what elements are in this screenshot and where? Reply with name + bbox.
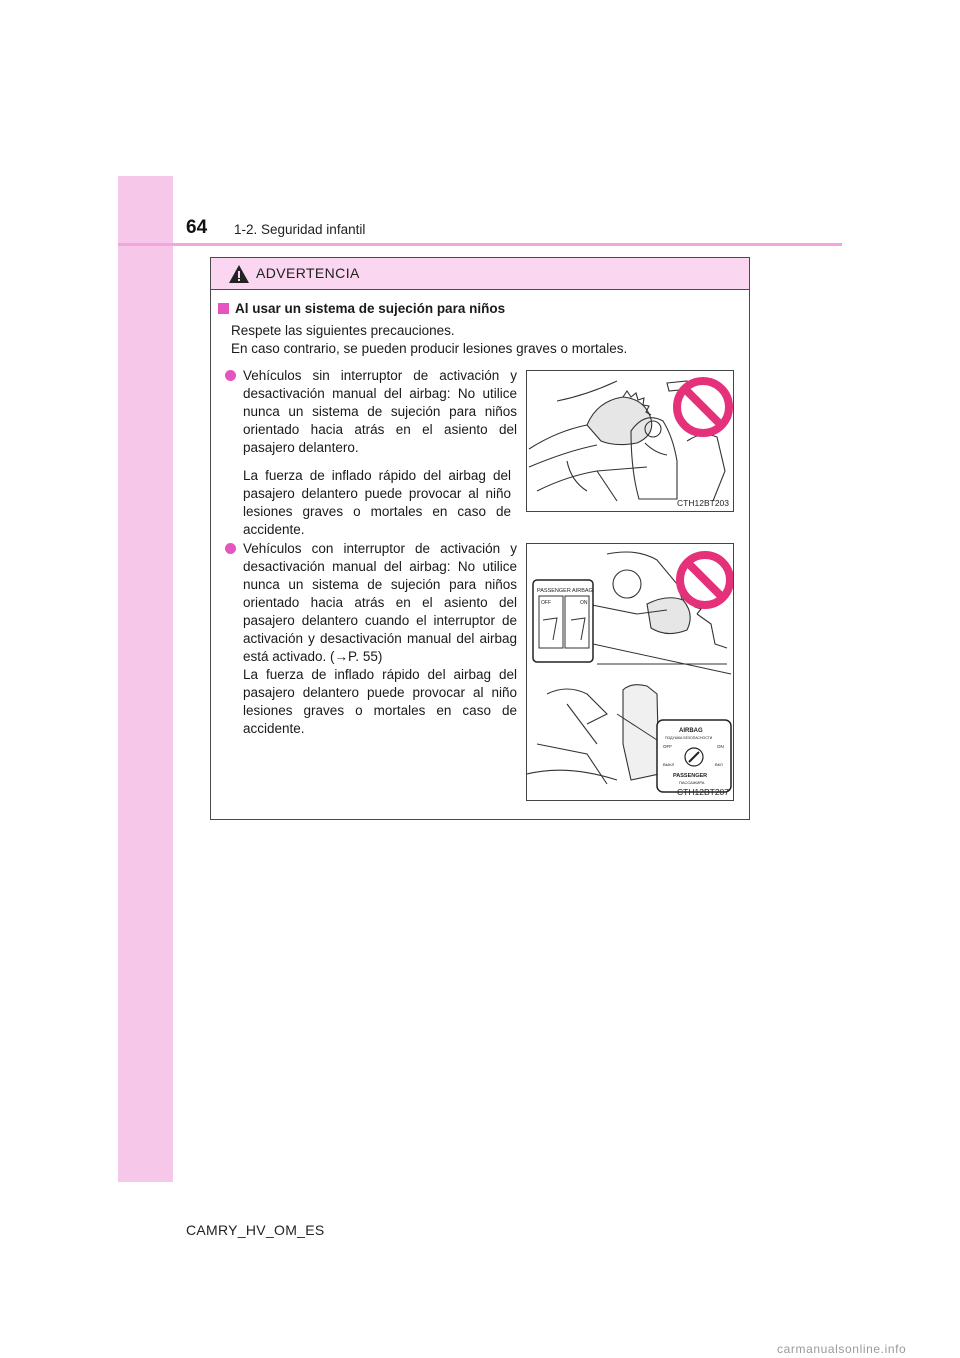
svg-text:PASSENGER AIRBAG: PASSENGER AIRBAG xyxy=(537,588,593,594)
prohibition-icon xyxy=(680,555,730,605)
watermark: carmanualsonline.info xyxy=(777,1342,907,1356)
document-code: CAMRY_HV_OM_ES xyxy=(186,1222,325,1238)
warning-triangle-icon xyxy=(228,264,250,284)
list-item xyxy=(225,540,517,738)
svg-text:ПОДУШКА БЕЗОПАСНОСТИ: ПОДУШКА БЕЗОПАСНОСТИ xyxy=(665,736,713,740)
figure-code: CTH12BT207 xyxy=(677,787,729,797)
page-number: 64 xyxy=(186,217,208,238)
svg-text:ВЫКЛ: ВЫКЛ xyxy=(663,762,675,767)
svg-text:PASSENGER: PASSENGER xyxy=(673,773,708,779)
warning-header xyxy=(211,258,749,290)
list-item-text: Vehículos con interruptor de activación y desactivación manual del airbag: No utilice nunca un sistema de sujeción para niños orientado hacia atrás en el asiento del pasajero delantero cuando el interruptor de activación y desactivación manual del airbag está activado. (→P. 55) xyxy=(243,541,517,664)
section-title: 1-2. Seguridad infantil xyxy=(234,222,366,237)
figure-airbag-switch xyxy=(526,543,734,801)
list-item-text: Vehículos sin interruptor de activación y desactivación manual del airbag: No utilice nunca un sistema de sujeción para niños orientado hacia atrás en el asiento del pasajero delantero. xyxy=(243,368,517,455)
side-tab-strip xyxy=(118,176,173,1182)
svg-text:OFF: OFF xyxy=(663,744,672,749)
warning-title: ADVERTENCIA xyxy=(256,265,360,281)
list-item xyxy=(225,367,517,539)
svg-text:ON: ON xyxy=(717,744,724,749)
airbag-switch-illustration xyxy=(527,544,733,800)
intro-line: Respete las siguientes precauciones. xyxy=(231,323,455,338)
intro-line: En caso contrario, se pueden producir lesiones graves o mortales. xyxy=(231,341,628,356)
square-bullet-icon xyxy=(218,303,229,314)
figure-code: CTH12BT203 xyxy=(677,498,729,508)
svg-text:AIRBAG: AIRBAG xyxy=(679,728,703,734)
prohibition-icon xyxy=(677,381,729,433)
header-rule xyxy=(118,243,842,246)
svg-text:OFF: OFF xyxy=(541,600,551,606)
svg-text:ВКЛ: ВКЛ xyxy=(715,762,723,767)
car-interior-illustration xyxy=(527,371,733,511)
warning-subheading-text: Al usar un sistema de sujeción para niños xyxy=(235,301,506,316)
svg-text:ПАССАЖИРА: ПАССАЖИРА xyxy=(679,780,705,785)
warning-intro xyxy=(231,322,627,358)
warning-subheading xyxy=(218,301,505,316)
list-item-note: La fuerza de inflado rápido del airbag del pasajero delantero puede provocar al niño lesiones graves o mortales en caso de accidente. xyxy=(243,667,517,736)
round-bullet-icon xyxy=(225,370,236,381)
figure-no-rear-facing-seat xyxy=(526,370,734,512)
round-bullet-icon xyxy=(225,543,236,554)
list-item-note: La fuerza de inflado rápido del airbag del pasajero delantero puede provocar al niño lesiones graves o mortales en caso de accidente. xyxy=(243,468,511,537)
passenger-airbag-panel xyxy=(533,580,731,674)
svg-text:ON: ON xyxy=(580,600,588,606)
warning-box xyxy=(210,257,750,820)
